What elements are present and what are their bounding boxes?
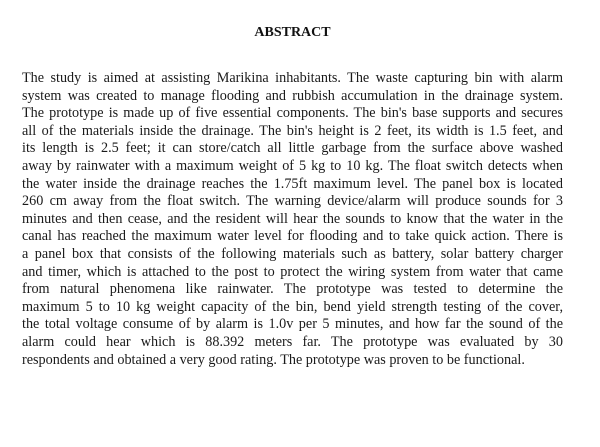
abstract-line: 260 cm away from the float switch. The warning device/alarm will produce sounds for 3: [22, 193, 563, 210]
abstract-line: all of the materials inside the drainage. The bin's height is 2 feet, its width is 1.5 feet, and: [22, 122, 563, 139]
abstract-line: respondents and obtained a very good rating. The prototype was proven to be functional.: [22, 351, 525, 368]
abstract-line: The prototype is made up of five essential components. The bin's base supports and secures: [22, 105, 563, 122]
abstract-heading-text: ABSTRACT: [254, 25, 331, 40]
abstract-line: canal has reached the maximum water level for flooding and to take quick action. There is: [22, 228, 563, 245]
abstract-line: from natural phenomena like rainwater. The prototype was tested to determine the: [22, 281, 563, 298]
abstract-line: system was created to manage flooding and rubbish accumulation in the drainage system.: [22, 87, 563, 104]
abstract-line: and timer, which is attached to the post to protect the wiring system from water that came: [22, 263, 563, 280]
abstract-line: the total voltage consume of by alarm is 1.0v per 5 minutes, and how far the sound of the: [22, 316, 563, 333]
abstract-heading: [0, 25, 563, 41]
abstract-line: the water inside the drainage reaches the 1.75ft maximum level. The panel box is located: [22, 175, 563, 192]
abstract-line: minutes and then cease, and the resident will hear the sounds to know that the water in the: [22, 210, 563, 227]
abstract-line: away by rainwater with a maximum weight of 5 kg to 10 kg. The float switch detects when: [22, 157, 563, 174]
abstract-line: maximum 5 to 10 kg weight capacity of the bin, bend yield strength testing of the cover,: [22, 298, 563, 315]
abstract-body: [22, 70, 563, 369]
abstract-line: The study is aimed at assisting Marikina inhabitants. The waste capturing bin with alarm: [22, 70, 563, 86]
abstract-line: a panel box that consists of the following materials such as battery, solar battery charger: [22, 245, 563, 262]
abstract-line: its length is 2.5 feet; it can store/catch all little garbage from the surface above washed: [22, 140, 563, 157]
abstract-line: alarm could hear which is 88.392 meters far. The prototype was evaluated by 30: [22, 333, 563, 350]
